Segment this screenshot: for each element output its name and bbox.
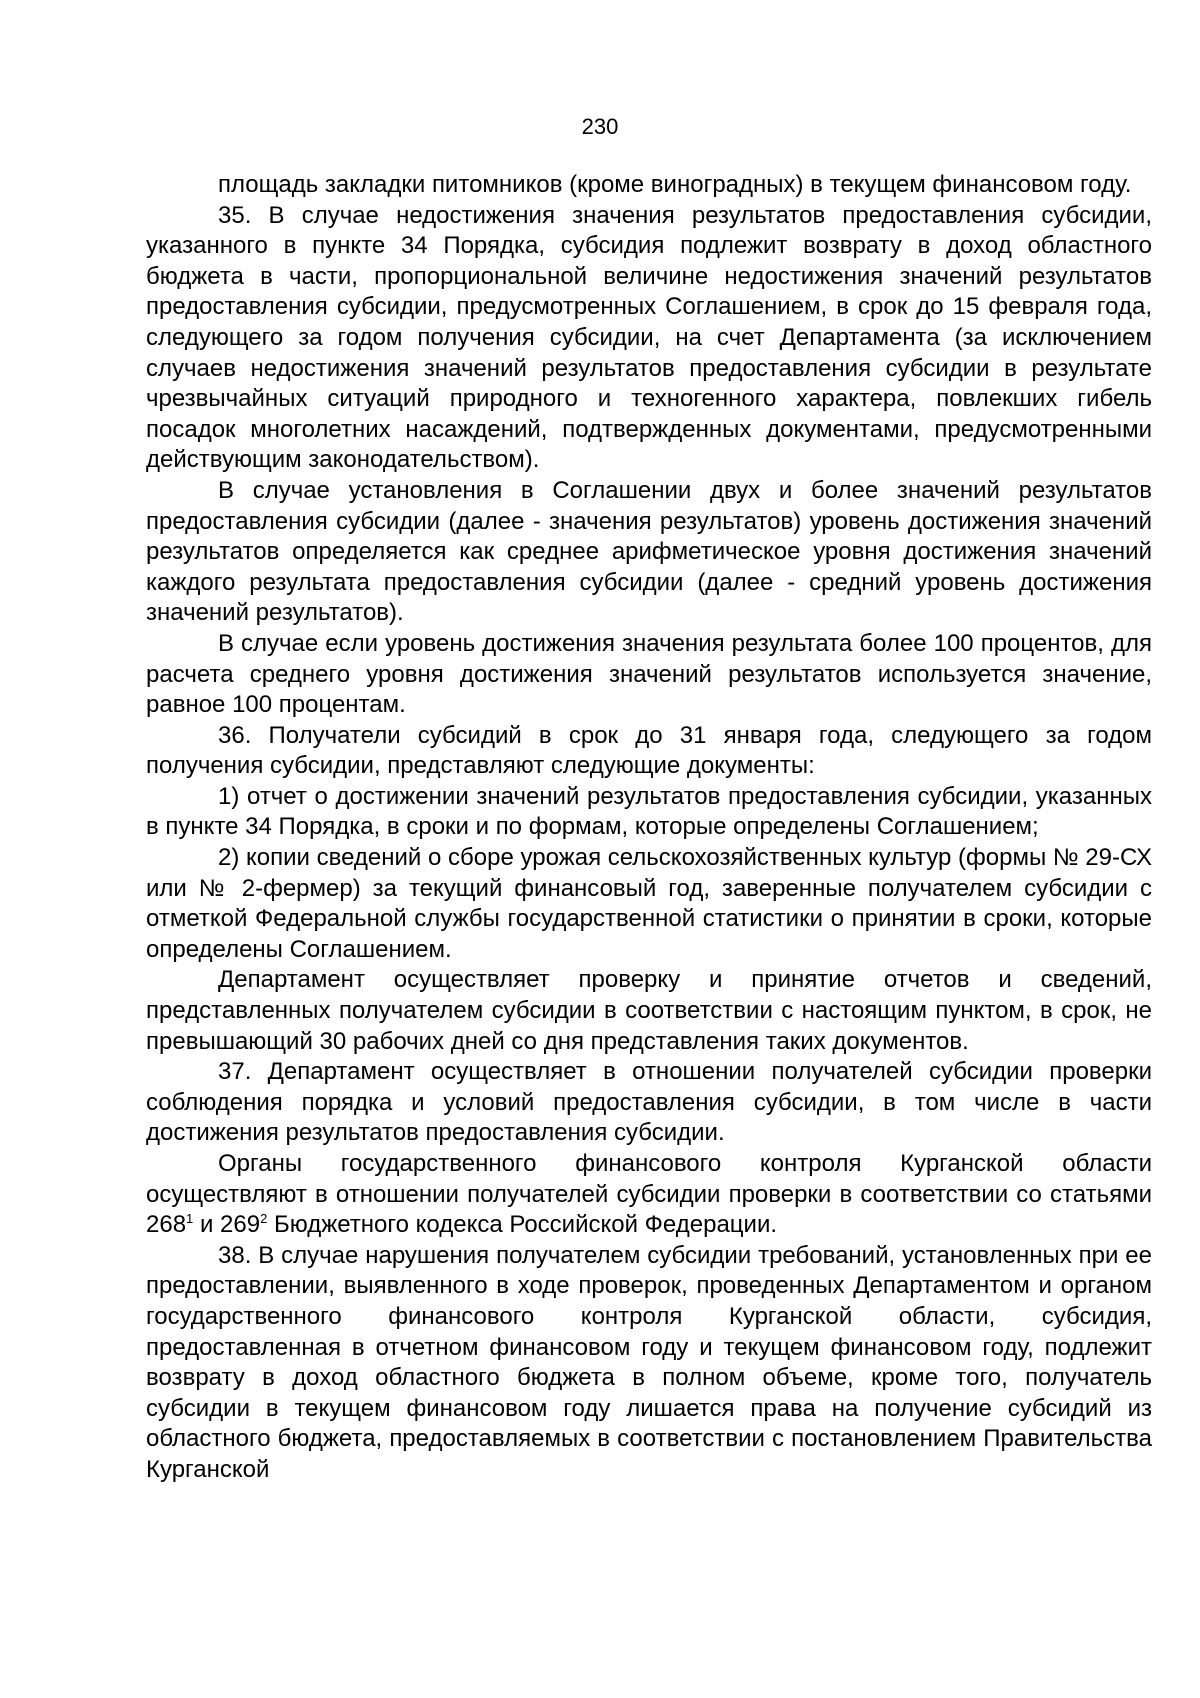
- paragraph-38: 38. В случае нарушения получателем субсидии требований, установленных при ее предоставлении, выявленного в ходе проверок, проведенных Департаментом и органом государственного финансового контроля Курганской области, субсидия, предоставленная в отчетном финансовом году и текущем финансовом году, подлежит возврату в доход областного бюджета в полном объеме, кроме того, получатель субсидии в текущем финансовом году лишается права на получение субсидий из областного бюджета, предоставляемых в соответствии с постановлением Правительства Курганской: [146, 1241, 1152, 1483]
- control-text-before: Органы государственного финансового контроля Курганской области осуществляют в отношении получателей субсидии проверки в соответствии со статьями 268: [146, 1150, 1152, 1239]
- paragraph-37: 37. Департамент осуществляет в отношении получателей субсидии проверки соблюдения порядка и условий предоставления субсидии, в том числе в части достижения результатов предоставления субсидии.: [146, 1058, 1152, 1147]
- page-number: 230: [581, 114, 619, 139]
- superscript-2: 2: [260, 1211, 268, 1227]
- paragraph-36-check: Департамент осуществляет проверку и принятие отчетов и сведений, представленных получателем субсидии в соответствии с настоящим пунктом, в срок, не превышающий 30 рабочих дней со дня представления таких документов.: [146, 966, 1152, 1055]
- paragraph-35-percent: В случае если уровень достижения значения результата более 100 процентов, для расчета среднего уровня достижения значений результатов используется значение, равное 100 процентам.: [146, 629, 1152, 719]
- superscript-1: 1: [186, 1211, 194, 1227]
- paragraph-36-item-2: 2) копии сведений о сборе урожая сельскохозяйственных культур (формы № 29-СХ или № 2-фермер) за текущий финансовый год, заверенные получателем субсидии с отметкой Федеральной службы государственной статистики о принятии в сроки, которые определены Соглашением.: [146, 844, 1152, 963]
- paragraph-35-results: В случае установления в Соглашении двух и более значений результатов предоставления субсидии (далее - значения результатов) уровень достижения значений результатов определяется как среднее арифметическое уровня достижения значений каждого результата предоставления субсидии (далее - средний уровень достижения значений результатов).: [146, 476, 1152, 627]
- paragraph-continuation: площадь закладки питомников (кроме виноградных) в текущем финансовом году.: [218, 171, 1132, 198]
- control-text-after: Бюджетного кодекса Российской Федерации.: [267, 1211, 778, 1239]
- paragraph-35: 35. В случае недостижения значения результатов предоставления субсидии, указанного в пункте 34 Порядка, субсидия подлежит возврату в доход областного бюджета в части, пропорциональной величине недостижения значений результатов предоставления субсидии, предусмотренных Соглашением, в срок до 15 февраля года, следующего за годом получения субсидии, на счет Департамента (за исключением случаев недостижения значений результатов предоставления субсидии в результате чрезвычайных ситуаций природного и техногенного характера, повлекших гибель посадок многолетних насаждений, подтвержденных документами, предусмотренными действующим законодательством).: [146, 201, 1152, 474]
- paragraph-36-item-1: 1) отчет о достижении значений результатов предоставления субсидии, указанных в пункте 34 Порядка, в сроки и по формам, которые определены Соглашением;: [146, 782, 1152, 841]
- paragraph-37-control: [146, 1149, 1152, 1241]
- control-text-middle: и 269: [193, 1211, 261, 1239]
- document-body: [146, 170, 1152, 1486]
- paragraph-36: 36. Получатели субсидий в срок до 31 января года, следующего за годом получения субсидии, представляют следующие документы:: [146, 721, 1152, 780]
